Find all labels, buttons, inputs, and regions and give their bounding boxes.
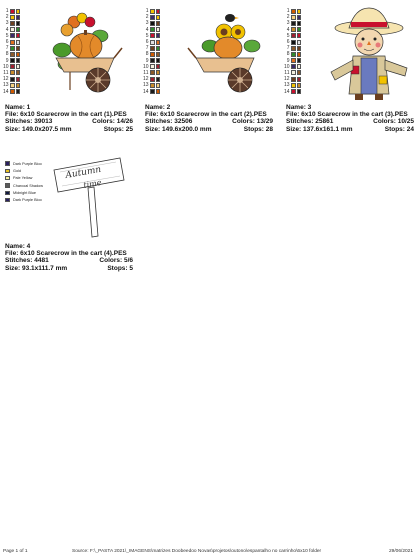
legend-item bbox=[5, 167, 53, 174]
swatch-row bbox=[3, 70, 20, 76]
legend-color-swatch bbox=[5, 169, 10, 174]
swatch-row bbox=[284, 70, 301, 76]
swatch-row bbox=[3, 82, 20, 88]
design-info bbox=[5, 243, 133, 272]
swatch-color bbox=[16, 70, 20, 75]
design-stitches: Stitches: 32506 bbox=[145, 118, 193, 126]
swatch-number: 11 bbox=[3, 69, 9, 76]
swatch-color bbox=[150, 83, 155, 88]
legend-item bbox=[5, 196, 53, 203]
swatch-color bbox=[10, 33, 15, 38]
swatch-number: 14 bbox=[284, 88, 290, 95]
swatch-row bbox=[284, 76, 301, 82]
swatch-row bbox=[284, 20, 301, 26]
swatch-number: 14 bbox=[3, 88, 9, 95]
design-info bbox=[145, 104, 273, 133]
swatch-color bbox=[10, 9, 15, 14]
print-date: 29/06/2021 bbox=[388, 549, 413, 554]
swatch-row bbox=[143, 76, 160, 82]
swatch-row bbox=[3, 45, 20, 51]
legend-item bbox=[5, 182, 53, 189]
sign-text-line-1: Autumn bbox=[64, 164, 103, 181]
swatch-color bbox=[297, 52, 301, 57]
swatch-number: 8 bbox=[145, 51, 149, 58]
swatch-color bbox=[16, 46, 20, 51]
color-swatch-column bbox=[3, 8, 20, 95]
swatch-color bbox=[291, 77, 296, 82]
swatch-color bbox=[16, 77, 20, 82]
legend-label: Charcoal Shadow bbox=[13, 183, 43, 188]
swatch-number: 9 bbox=[286, 57, 290, 64]
legend-label: Gold bbox=[13, 168, 22, 173]
design-stops: Stops: 28 bbox=[243, 125, 273, 133]
sign-text-line-2: time bbox=[82, 177, 103, 190]
swatch-color bbox=[156, 83, 160, 88]
swatch-row bbox=[143, 8, 160, 14]
swatch-row bbox=[143, 27, 160, 33]
design-file: File: 6x10 Scarecrow in the cart (1).PES bbox=[5, 111, 127, 119]
swatch-color bbox=[291, 70, 296, 75]
design-preview-cart-sunflowers bbox=[180, 10, 270, 102]
page-number: Page 1 of 1 bbox=[3, 549, 28, 554]
swatch-color bbox=[16, 27, 20, 32]
swatch-color bbox=[150, 9, 155, 14]
design-colors: Colors: 10/25 bbox=[373, 118, 414, 126]
swatch-color bbox=[156, 33, 160, 38]
swatch-color bbox=[156, 52, 160, 57]
swatch-color bbox=[16, 40, 20, 45]
swatch-color bbox=[10, 52, 15, 57]
swatch-row bbox=[284, 88, 301, 94]
color-swatch-column bbox=[284, 8, 301, 95]
swatch-color bbox=[297, 9, 301, 14]
legend-item bbox=[5, 189, 53, 196]
design-preview-cart-pumpkin bbox=[40, 10, 130, 102]
swatch-color bbox=[297, 58, 301, 63]
legend-item bbox=[5, 160, 53, 167]
swatch-number: 7 bbox=[5, 45, 9, 52]
swatch-color bbox=[297, 15, 301, 20]
swatch-number: 7 bbox=[145, 45, 149, 52]
swatch-row bbox=[143, 64, 160, 70]
swatch-row bbox=[143, 88, 160, 94]
swatch-color bbox=[291, 52, 296, 57]
swatch-color bbox=[16, 64, 20, 69]
swatch-row bbox=[143, 82, 160, 88]
design-size: Size: 137.6x161.1 mm bbox=[286, 125, 353, 133]
swatch-color bbox=[291, 21, 296, 26]
swatch-color bbox=[150, 21, 155, 26]
swatch-color bbox=[150, 27, 155, 32]
source-path: Source: F:\_PASTA 2021\_IMAGENS\matrizes Doobeedoo Novas\projetos\outono\espantalho no carrinho\6x10 folder bbox=[72, 549, 322, 554]
design-file: File: 6x10 Scarecrow in the cart (4).PES bbox=[5, 250, 127, 258]
swatch-row bbox=[3, 20, 20, 26]
design-size: Size: 149.0x207.5 mm bbox=[5, 125, 72, 133]
swatch-row bbox=[3, 39, 20, 45]
design-info bbox=[286, 104, 414, 133]
swatch-color bbox=[291, 33, 296, 38]
swatch-number: 2 bbox=[286, 14, 290, 21]
swatch-color bbox=[156, 27, 160, 32]
swatch-color bbox=[297, 64, 301, 69]
swatch-number: 12 bbox=[3, 76, 9, 83]
swatch-color bbox=[156, 89, 160, 94]
swatch-color bbox=[291, 27, 296, 32]
swatch-number: 10 bbox=[284, 63, 290, 70]
swatch-number: 1 bbox=[286, 8, 290, 15]
swatch-row bbox=[284, 27, 301, 33]
swatch-color bbox=[297, 77, 301, 82]
swatch-number: 13 bbox=[143, 82, 149, 89]
design-name: Name: 4 bbox=[5, 243, 31, 250]
swatch-row bbox=[3, 76, 20, 82]
legend-item bbox=[5, 175, 53, 182]
swatch-color bbox=[297, 83, 301, 88]
design-name: Name: 3 bbox=[286, 104, 312, 111]
swatch-color bbox=[16, 89, 20, 94]
swatch-color bbox=[297, 89, 301, 94]
swatch-row bbox=[284, 45, 301, 51]
swatch-color bbox=[156, 21, 160, 26]
swatch-color bbox=[297, 46, 301, 51]
swatch-color bbox=[150, 33, 155, 38]
swatch-color bbox=[156, 77, 160, 82]
legend-label: Pale Yellow bbox=[13, 176, 33, 181]
swatch-color bbox=[291, 58, 296, 63]
swatch-row bbox=[284, 14, 301, 20]
swatch-color bbox=[156, 70, 160, 75]
swatch-color bbox=[10, 27, 15, 32]
design-file: File: 6x10 Scarecrow in the cart (2).PES bbox=[145, 111, 267, 119]
swatch-number: 5 bbox=[5, 32, 9, 39]
swatch-number: 2 bbox=[5, 14, 9, 21]
swatch-color bbox=[150, 40, 155, 45]
swatch-row bbox=[143, 33, 160, 39]
swatch-number: 6 bbox=[286, 39, 290, 46]
swatch-row bbox=[284, 82, 301, 88]
swatch-number: 8 bbox=[286, 51, 290, 58]
swatch-row bbox=[143, 45, 160, 51]
design-stitches: Stitches: 4481 bbox=[5, 257, 49, 265]
swatch-row bbox=[284, 51, 301, 57]
swatch-color bbox=[156, 9, 160, 14]
swatch-number: 7 bbox=[286, 45, 290, 52]
swatch-number: 6 bbox=[145, 39, 149, 46]
swatch-number: 10 bbox=[3, 63, 9, 70]
swatch-row bbox=[143, 39, 160, 45]
swatch-color bbox=[291, 40, 296, 45]
swatch-color bbox=[10, 40, 15, 45]
swatch-color bbox=[16, 83, 20, 88]
thread-color-legend bbox=[5, 160, 53, 204]
swatch-row bbox=[284, 58, 301, 64]
legend-label: Midnight Blue bbox=[13, 190, 37, 195]
swatch-number: 9 bbox=[145, 57, 149, 64]
legend-color-swatch bbox=[5, 176, 10, 181]
swatch-color bbox=[16, 9, 20, 14]
legend-label: Dark Purple Bloo bbox=[13, 161, 42, 166]
swatch-color bbox=[10, 46, 15, 51]
swatch-color bbox=[10, 21, 15, 26]
swatch-number: 13 bbox=[284, 82, 290, 89]
swatch-row bbox=[143, 58, 160, 64]
swatch-number: 5 bbox=[286, 32, 290, 39]
swatch-color bbox=[10, 64, 15, 69]
swatch-row bbox=[3, 51, 20, 57]
swatch-color bbox=[291, 9, 296, 14]
design-preview-autumn-sign bbox=[50, 152, 130, 242]
swatch-row bbox=[3, 14, 20, 20]
swatch-row bbox=[284, 64, 301, 70]
swatch-number: 1 bbox=[5, 8, 9, 15]
color-swatch-column bbox=[143, 8, 160, 95]
legend-color-swatch bbox=[5, 198, 10, 203]
swatch-row bbox=[284, 8, 301, 14]
swatch-number: 10 bbox=[143, 63, 149, 70]
swatch-row bbox=[3, 88, 20, 94]
swatch-color bbox=[156, 64, 160, 69]
page-footer bbox=[0, 549, 416, 557]
swatch-number: 4 bbox=[286, 26, 290, 33]
swatch-row bbox=[3, 8, 20, 14]
design-colors: Colors: 14/26 bbox=[92, 118, 133, 126]
swatch-number: 6 bbox=[5, 39, 9, 46]
swatch-color bbox=[16, 21, 20, 26]
swatch-number: 14 bbox=[143, 88, 149, 95]
swatch-color bbox=[291, 15, 296, 20]
swatch-row bbox=[143, 14, 160, 20]
swatch-number: 5 bbox=[145, 32, 149, 39]
swatch-color bbox=[16, 58, 20, 63]
legend-color-swatch bbox=[5, 183, 10, 188]
swatch-color bbox=[150, 77, 155, 82]
swatch-number: 4 bbox=[145, 26, 149, 33]
swatch-color bbox=[291, 64, 296, 69]
swatch-color bbox=[10, 70, 15, 75]
swatch-color bbox=[291, 83, 296, 88]
swatch-color bbox=[156, 58, 160, 63]
legend-label: Dark Purple Bloo bbox=[13, 198, 42, 203]
design-file: File: 6x10 Scarecrow in the cart (3).PES bbox=[286, 111, 408, 119]
swatch-number: 12 bbox=[143, 76, 149, 83]
design-stops: Stops: 25 bbox=[103, 125, 133, 133]
design-name: Name: 1 bbox=[5, 104, 31, 111]
swatch-color bbox=[10, 89, 15, 94]
swatch-color bbox=[297, 33, 301, 38]
design-colors: Colors: 5/6 bbox=[99, 257, 133, 265]
swatch-color bbox=[291, 89, 296, 94]
swatch-color bbox=[150, 89, 155, 94]
swatch-color bbox=[156, 46, 160, 51]
swatch-number: 8 bbox=[5, 51, 9, 58]
design-stitches: Stitches: 39013 bbox=[5, 118, 53, 126]
swatch-color bbox=[10, 77, 15, 82]
design-size: Size: 149.6x200.0 mm bbox=[145, 125, 212, 133]
swatch-number: 11 bbox=[284, 69, 290, 76]
design-stitches: Stitches: 25861 bbox=[286, 118, 334, 126]
legend-color-swatch bbox=[5, 161, 10, 166]
swatch-row bbox=[284, 33, 301, 39]
swatch-number: 1 bbox=[145, 8, 149, 15]
swatch-color bbox=[150, 46, 155, 51]
swatch-color bbox=[150, 58, 155, 63]
swatch-row bbox=[3, 58, 20, 64]
swatch-color bbox=[156, 15, 160, 20]
swatch-color bbox=[156, 40, 160, 45]
swatch-row bbox=[3, 64, 20, 70]
swatch-row bbox=[143, 70, 160, 76]
swatch-number: 12 bbox=[284, 76, 290, 83]
swatch-color bbox=[16, 15, 20, 20]
swatch-row bbox=[3, 27, 20, 33]
swatch-color bbox=[10, 15, 15, 20]
swatch-color bbox=[150, 64, 155, 69]
design-preview-scarecrow bbox=[325, 6, 415, 102]
swatch-number: 13 bbox=[3, 82, 9, 89]
swatch-color bbox=[150, 52, 155, 57]
swatch-color bbox=[297, 40, 301, 45]
swatch-number: 9 bbox=[5, 57, 9, 64]
swatch-number: 3 bbox=[286, 20, 290, 27]
swatch-number: 11 bbox=[143, 69, 149, 76]
swatch-number: 3 bbox=[145, 20, 149, 27]
design-stops: Stops: 5 bbox=[107, 264, 133, 272]
swatch-number: 4 bbox=[5, 26, 9, 33]
design-info bbox=[5, 104, 133, 133]
legend-color-swatch bbox=[5, 191, 10, 196]
design-name: Name: 2 bbox=[145, 104, 171, 111]
swatch-color bbox=[297, 27, 301, 32]
swatch-color bbox=[16, 33, 20, 38]
swatch-color bbox=[150, 15, 155, 20]
design-stops: Stops: 24 bbox=[384, 125, 414, 133]
swatch-color bbox=[291, 46, 296, 51]
swatch-color bbox=[10, 58, 15, 63]
swatch-color bbox=[297, 21, 301, 26]
swatch-color bbox=[150, 70, 155, 75]
swatch-color bbox=[297, 70, 301, 75]
swatch-row bbox=[143, 20, 160, 26]
swatch-number: 3 bbox=[5, 20, 9, 27]
swatch-color bbox=[10, 83, 15, 88]
swatch-color bbox=[16, 52, 20, 57]
design-size: Size: 93.1x111.7 mm bbox=[5, 264, 68, 272]
swatch-row bbox=[284, 39, 301, 45]
swatch-row bbox=[143, 51, 160, 57]
swatch-row bbox=[3, 33, 20, 39]
swatch-number: 2 bbox=[145, 14, 149, 21]
design-colors: Colors: 13/29 bbox=[232, 118, 273, 126]
